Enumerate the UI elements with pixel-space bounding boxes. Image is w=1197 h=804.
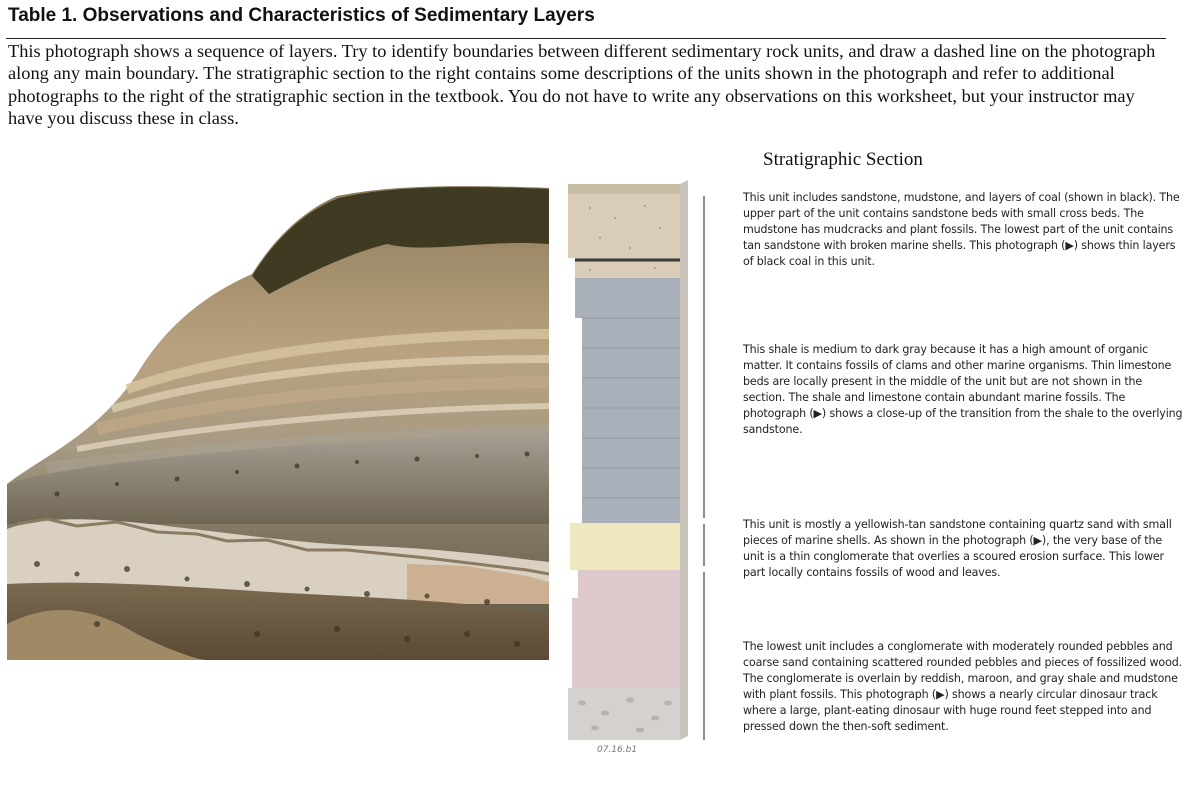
table-title: Table 1. Observations and Characteristics of Sedimentary Layers	[8, 5, 595, 26]
title-divider	[6, 38, 1166, 39]
stratigraphic-column	[560, 178, 710, 748]
unit-description-sandstone: This unit is mostly a yellowish-tan sandstone containing quartz sand with small pieces of marine shells. As shown in the photograph (▶), the very base of the unit is a thin conglomerate that overlies a scoured erosion surface. This lower part locally contains fossils of wood and leaves.	[743, 518, 1172, 580]
intro-paragraph: This photograph shows a sequence of layers. Try to identify boundaries between different sedimentary rock units, and draw a dashed line on the photograph along any main boundary. The stratigraphic section to the right contains some descriptions of the units shown in the photograph and refer to additional photographs to the right of the stratigraphic section in the textbook. You do not have to write any observations on this worksheet, but your instructor may have you discuss these in class.	[8, 41, 1156, 128]
unit-coal-sandstone	[568, 184, 680, 278]
unit-conglomerate	[568, 688, 680, 740]
unit-description-conglomerate: The lowest unit includes a conglomerate with moderately rounded pebbles and coarse sand containing scattered rounded pebbles and pieces of fossilized wood. The conglomerate is overlain by reddish, maroon, and gray shale and mudstone with plant fossils. This photograph (▶) shows a nearly circular dinosaur track where a large, plant-eating dinosaur with huge round feet stepped into and pressed down the then-soft sediment.	[743, 640, 1182, 734]
unit-yellow-sandstone	[570, 523, 680, 570]
unit-description-shale: This shale is medium to dark gray because it has a high amount of organic matter. It contains fossils of clams and other marine organisms. Thin limestone beds are locally present in the middle of the unit but are not shown in the section. The shale and limestone contain abundant marine fossils. The photograph (▶) shows a close-up of the transition from the shale to the overlying sandstone.	[743, 343, 1183, 437]
unit-gray-shale	[575, 278, 680, 523]
unit-pink-mudstone	[572, 570, 680, 688]
figure-code: 07.16.b1	[597, 745, 638, 755]
cliff-photograph	[7, 184, 549, 660]
stratigraphic-section-title: Stratigraphic Section	[763, 149, 923, 170]
unit-description-coal: This unit includes sandstone, mudstone, and layers of coal (shown in black). The upper part of the unit contains sandstone beds with small cross beds. The mudstone has mudcracks and plant fossils. The lowest part of the unit contains tan sandstone with broken marine shells. This photograph (▶) shows thin layers of black coal in this unit.	[743, 191, 1180, 269]
